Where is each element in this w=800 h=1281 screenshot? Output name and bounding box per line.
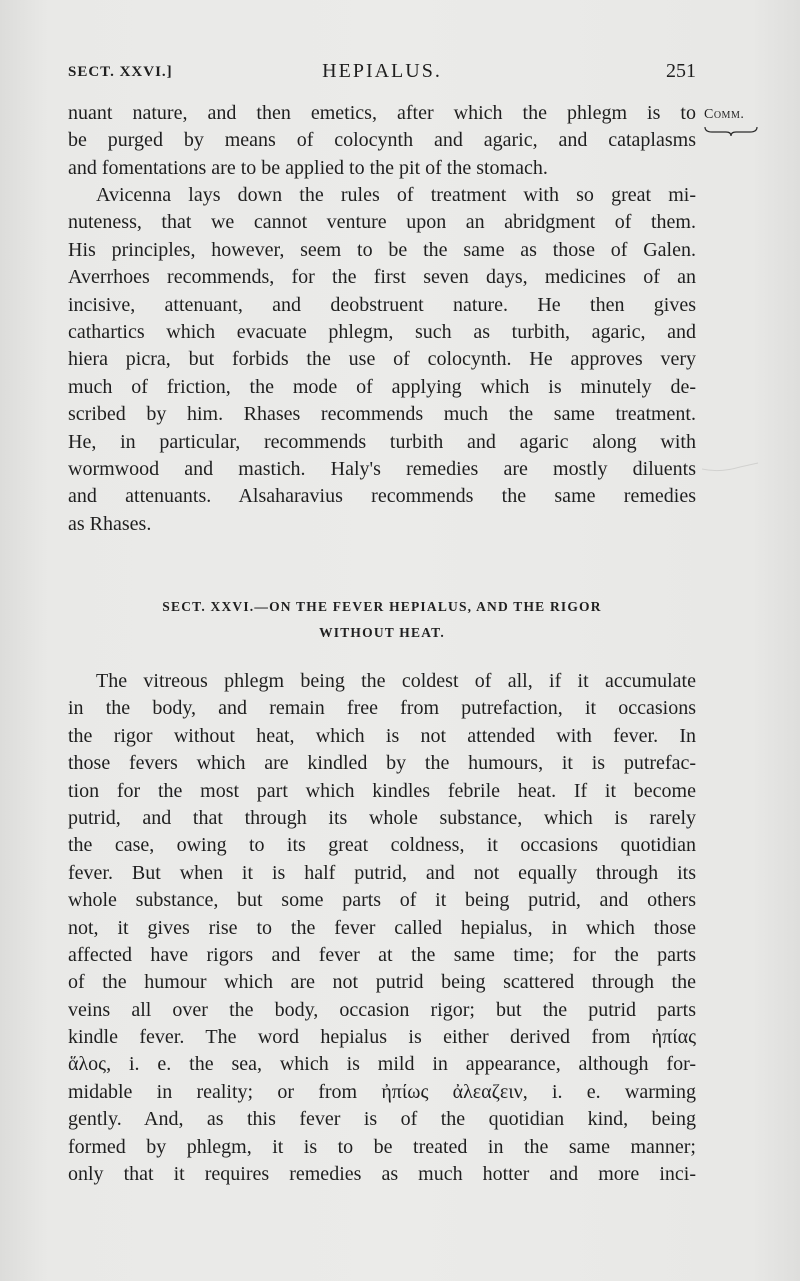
text-line: ἅλος, i. e. the sea, which is mild in appearance, although for- [68, 1053, 696, 1076]
section-heading-line: WITHOUT HEAT. [319, 625, 445, 640]
text-line: nuteness, that we cannot venture upon an abridgment of them. [68, 211, 696, 234]
text-line: The vitreous phlegm being the coldest of all, if it accumulate [96, 670, 696, 692]
paragraph-continued [68, 100, 696, 182]
running-header [68, 60, 696, 90]
text-line: kindle fever. The word hepialus is either derived from ἠπίας [68, 1026, 696, 1049]
text-line: the rigor without heat, which is not attended with fever. In [68, 724, 696, 747]
text-line: fever. But when it is half putrid, and not equally through its [68, 861, 696, 884]
text-line: in the body, and remain free from putrefaction, it occasions [68, 697, 696, 720]
text-line: tion for the most part which kindles febrile heat. If it become [68, 779, 696, 802]
text-line: gently. And, as this fever is of the quotidian kind, being [68, 1108, 696, 1131]
section-heading [68, 594, 696, 646]
text-line: whole substance, but some parts of it being putrid, and others [68, 889, 696, 912]
text-line: as Rhases. [68, 512, 152, 535]
brace-icon [704, 125, 758, 137]
text-line: much of friction, the mode of applying which is minutely de- [68, 375, 696, 398]
text-line: He, in particular, recommends turbith and agaric along with [68, 430, 696, 453]
margin-note-label: Comm. [704, 107, 745, 122]
text-line: midable in reality; or from ἠπίως ἀλεαζειν, i. e. warming [68, 1080, 696, 1103]
paragraph-vitreous-phlegm [68, 668, 696, 1188]
text-line: those fevers which are kindled by the humours, it is putrefac- [68, 752, 696, 775]
text-line: hiera picra, but forbids the use of colocynth. He approves very [68, 348, 696, 371]
text-line: be purged by means of colocynth and agaric, and cataplasms [68, 129, 696, 152]
header-section: SECT. XXVI.] [68, 64, 173, 80]
text-line: His principles, however, seem to be the same as those of Galen. [68, 238, 696, 261]
margin-note-comm [704, 107, 758, 137]
text-line: of the humour which are not putrid being scattered through the [68, 971, 696, 994]
text-line: and fomentations are to be applied to the pit of the stomach. [68, 156, 548, 179]
page-number: 251 [666, 60, 696, 82]
paragraph-avicenna [68, 182, 696, 538]
text-line: the case, owing to its great coldness, it occasions quotidian [68, 834, 696, 857]
text-line: incisive, attenuant, and deobstruent nature. He then gives [68, 293, 696, 316]
text-line: veins all over the body, occasion rigor; but the putrid parts [68, 998, 696, 1021]
section-heading-line: SECT. XXVI.—ON THE FEVER HEPIALUS, AND THE RIGOR [162, 599, 602, 614]
text-line: affected have rigors and fever at the same time; for the parts [68, 943, 696, 966]
text-line: scribed by him. Rhases recommends much the same treatment. [68, 403, 696, 426]
text-line: formed by phlegm, it is to be treated in the same manner; [68, 1135, 696, 1158]
text-line: Avicenna lays down the rules of treatment with so great mi- [96, 184, 696, 206]
text-line: and attenuants. Alsaharavius recommends the same remedies [68, 485, 696, 508]
text-line: not, it gives rise to the fever called hepialus, in which those [68, 916, 696, 939]
text-line: Averrhoes recommends, for the first seven days, medicines of an [68, 266, 696, 289]
bleed-through-mark [700, 455, 760, 475]
text-line: cathartics which evacuate phlegm, such as turbith, agaric, and [68, 320, 696, 343]
text-line: only that it requires remedies as much hotter and more inci- [68, 1163, 696, 1186]
header-title: HEPIALUS. [322, 60, 442, 82]
text-line: nuant nature, and then emetics, after which the phlegm is to [68, 102, 696, 124]
text-line: wormwood and mastich. Haly's remedies are mostly diluents [68, 457, 696, 480]
text-line: putrid, and that through its whole substance, which is rarely [68, 806, 696, 829]
